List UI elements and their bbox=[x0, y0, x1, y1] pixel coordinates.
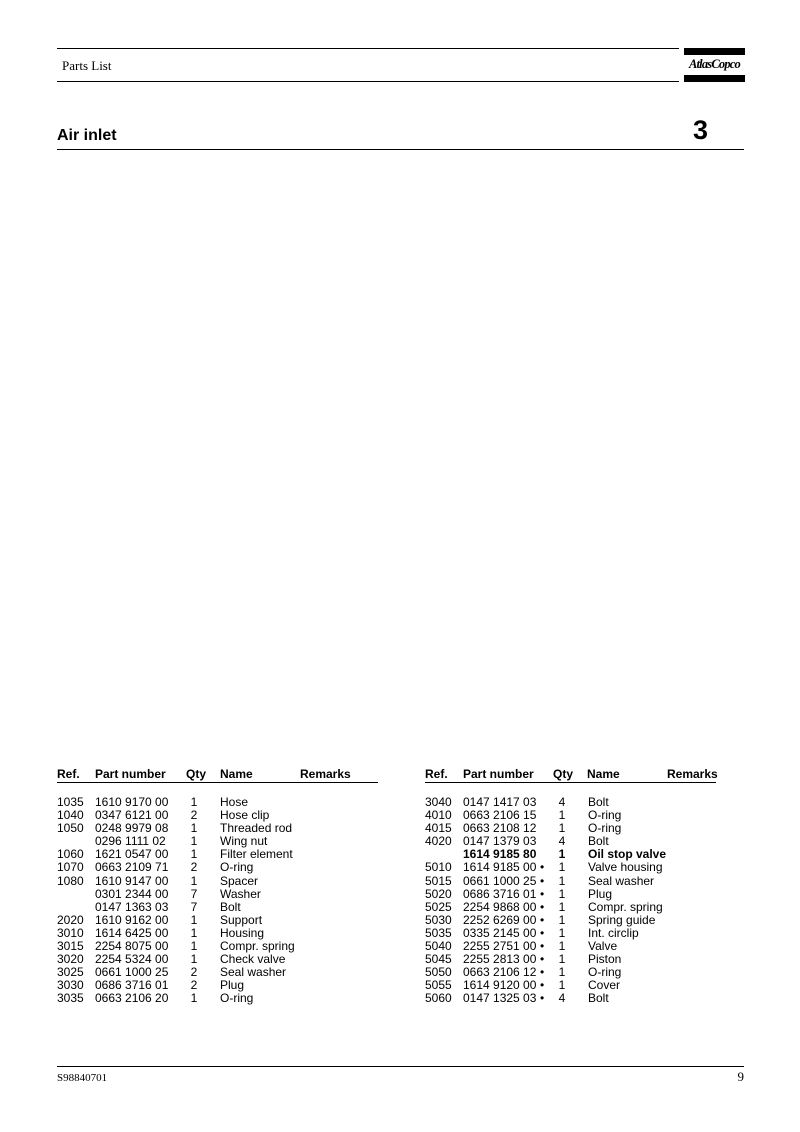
cell-ref: 3010 bbox=[57, 925, 84, 940]
cell-part-number: 0296 1111 02 bbox=[95, 834, 166, 849]
cell-marker: • bbox=[540, 939, 545, 954]
cell-ref: 3015 bbox=[57, 939, 84, 954]
cell-part-number: 1621 0547 00 bbox=[95, 847, 169, 862]
cell-part-number: 1614 9120 00 bbox=[463, 978, 537, 993]
cell-name: Bolt bbox=[588, 834, 609, 849]
cell-qty: 7 bbox=[190, 886, 198, 901]
footer-rule bbox=[57, 1066, 744, 1067]
header-top-rule bbox=[57, 48, 679, 49]
col-header-qty: Qty bbox=[186, 767, 207, 781]
cell-part-number: 0663 2108 12 bbox=[463, 821, 537, 836]
cell-ref: 5040 bbox=[425, 939, 452, 954]
col-header-part-number: Part number bbox=[463, 767, 534, 781]
cell-ref: 1060 bbox=[57, 847, 84, 862]
cell-marker: • bbox=[540, 925, 545, 940]
cell-ref: 5030 bbox=[425, 912, 452, 927]
cell-qty: 1 bbox=[190, 912, 198, 927]
table-header-rule bbox=[57, 782, 378, 783]
cell-name: Oil stop valve bbox=[588, 847, 667, 862]
table-header-rule bbox=[425, 782, 716, 783]
cell-marker: • bbox=[540, 886, 545, 901]
cell-name: Valve housing bbox=[588, 860, 663, 875]
cell-part-number: 0335 2145 00 bbox=[463, 925, 537, 940]
cell-qty: 1 bbox=[558, 821, 566, 836]
cell-ref: 5055 bbox=[425, 978, 452, 993]
cell-qty: 2 bbox=[190, 860, 198, 875]
cell-part-number: 1610 9170 00 bbox=[95, 795, 169, 809]
cell-name: Spacer bbox=[220, 873, 259, 888]
cell-name: Int. circlip bbox=[588, 925, 639, 940]
cell-name: Hose clip bbox=[220, 808, 270, 823]
cell-name: Seal washer bbox=[588, 873, 655, 888]
logo-bottom-bar bbox=[684, 75, 745, 82]
cell-part-number: 1610 9162 00 bbox=[95, 912, 169, 927]
cell-part-number: 2255 2751 00 bbox=[463, 939, 537, 954]
cell-qty: 1 bbox=[558, 978, 566, 993]
cell-ref: 5060 bbox=[425, 991, 452, 1006]
cell-name: O-ring bbox=[220, 991, 254, 1006]
col-header-qty: Qty bbox=[553, 767, 574, 781]
cell-part-number: 0147 1417 03 bbox=[463, 795, 537, 809]
cell-name: O-ring bbox=[588, 808, 622, 823]
cell-qty: 1 bbox=[558, 847, 566, 862]
cell-part-number: 0663 2106 15 bbox=[463, 808, 537, 823]
logo-text: AtlasCopco bbox=[688, 57, 741, 71]
cell-qty: 1 bbox=[190, 991, 198, 1006]
cell-name: Piston bbox=[588, 952, 622, 967]
cell-part-number: 0663 2106 12 bbox=[463, 965, 537, 980]
cell-part-number: 2254 9868 00 bbox=[463, 899, 537, 914]
header-title: Parts List bbox=[62, 58, 112, 73]
cell-part-number: 2252 6269 00 bbox=[463, 912, 537, 927]
cell-name: Bolt bbox=[220, 899, 241, 914]
col-header-part-number: Part number bbox=[95, 767, 166, 781]
cell-qty: 1 bbox=[190, 873, 198, 888]
cell-part-number: 2255 2813 00 bbox=[463, 952, 537, 967]
atlas-copco-logo bbox=[684, 48, 745, 82]
cell-marker: • bbox=[540, 991, 545, 1006]
cell-qty: 4 bbox=[558, 795, 566, 809]
cell-name: Bolt bbox=[588, 991, 609, 1006]
cell-part-number: 0248 9979 08 bbox=[95, 821, 169, 836]
header-bottom-rule bbox=[57, 81, 679, 82]
cell-name: Cover bbox=[588, 978, 621, 993]
col-header-remarks: Remarks bbox=[667, 767, 718, 781]
cell-ref: 5045 bbox=[425, 952, 452, 967]
cell-name: Bolt bbox=[588, 795, 609, 809]
col-header-name: Name bbox=[587, 767, 620, 781]
cell-ref: 5035 bbox=[425, 925, 452, 940]
cell-ref: 1070 bbox=[57, 860, 84, 875]
cell-qty: 2 bbox=[190, 808, 198, 823]
cell-ref: 4010 bbox=[425, 808, 452, 823]
cell-ref: 3025 bbox=[57, 965, 84, 980]
cell-marker: • bbox=[540, 912, 545, 927]
cell-qty: 1 bbox=[190, 952, 198, 967]
cell-name: O-ring bbox=[588, 965, 622, 980]
cell-ref: 1080 bbox=[57, 873, 84, 888]
cell-part-number: 0686 3716 01 bbox=[95, 978, 169, 993]
section-rule bbox=[57, 149, 744, 150]
cell-qty: 1 bbox=[558, 965, 566, 980]
cell-part-number: 0301 2344 00 bbox=[95, 886, 169, 901]
cell-ref: 1040 bbox=[57, 808, 84, 823]
section-number: 3 bbox=[693, 115, 709, 145]
cell-part-number: 0686 3716 01 bbox=[463, 886, 537, 901]
cell-part-number: 0147 1363 03 bbox=[95, 899, 169, 914]
cell-qty: 1 bbox=[558, 925, 566, 940]
cell-name: Support bbox=[220, 912, 263, 927]
cell-name: Valve bbox=[588, 939, 618, 954]
cell-qty: 1 bbox=[190, 847, 198, 862]
cell-ref: 5050 bbox=[425, 965, 452, 980]
cell-qty: 1 bbox=[558, 860, 566, 875]
cell-name: Seal washer bbox=[220, 965, 287, 980]
cell-name: Threaded rod bbox=[220, 821, 293, 836]
cell-ref: 1050 bbox=[57, 821, 84, 836]
cell-name: Housing bbox=[220, 925, 265, 940]
col-header-ref: Ref. bbox=[57, 767, 80, 781]
cell-marker: • bbox=[540, 965, 545, 980]
cell-ref: 4015 bbox=[425, 821, 452, 836]
cell-ref: 3040 bbox=[425, 795, 452, 809]
cell-qty: 1 bbox=[558, 952, 566, 967]
cell-part-number: 1614 9185 80 bbox=[463, 847, 537, 862]
cell-name: Hose bbox=[220, 795, 249, 809]
footer-page-number: 9 bbox=[737, 1069, 744, 1084]
cell-qty: 1 bbox=[190, 939, 198, 954]
cell-qty: 4 bbox=[558, 991, 566, 1006]
footer-doc-number: S98840701 bbox=[57, 1072, 108, 1084]
cell-name: Spring guide bbox=[588, 912, 656, 927]
cell-ref: 3020 bbox=[57, 952, 84, 967]
cell-name: Plug bbox=[588, 886, 613, 901]
cell-part-number: 1610 9147 00 bbox=[95, 873, 169, 888]
cell-qty: 7 bbox=[190, 899, 198, 914]
cell-ref: 5020 bbox=[425, 886, 452, 901]
cell-marker: • bbox=[540, 873, 545, 888]
cell-ref: 4020 bbox=[425, 834, 452, 849]
cell-qty: 1 bbox=[558, 873, 566, 888]
cell-ref: 1035 bbox=[57, 795, 84, 809]
cell-qty: 2 bbox=[190, 965, 198, 980]
cell-qty: 4 bbox=[558, 834, 566, 849]
cell-qty: 1 bbox=[190, 821, 198, 836]
cell-ref: 5015 bbox=[425, 873, 452, 888]
cell-name: Compr. spring bbox=[220, 939, 295, 954]
cell-name: Wing nut bbox=[220, 834, 268, 849]
cell-name: Washer bbox=[220, 886, 261, 901]
cell-marker: • bbox=[540, 899, 545, 914]
logo-top-bar bbox=[684, 48, 745, 55]
section-title: Air inlet bbox=[57, 127, 117, 144]
cell-part-number: 0347 6121 00 bbox=[95, 808, 169, 823]
cell-qty: 1 bbox=[558, 939, 566, 954]
cell-qty: 1 bbox=[190, 795, 198, 809]
cell-part-number: 1614 9185 00 bbox=[463, 860, 537, 875]
cell-marker: • bbox=[540, 860, 545, 875]
cell-name: Compr. spring bbox=[588, 899, 663, 914]
cell-name: Check valve bbox=[220, 952, 286, 967]
cell-name: Filter element bbox=[220, 847, 293, 862]
cell-part-number: 2254 8075 00 bbox=[95, 939, 169, 954]
cell-part-number: 0661 1000 25 bbox=[95, 965, 169, 980]
cell-qty: 1 bbox=[190, 834, 198, 849]
cell-part-number: 0663 2109 71 bbox=[95, 860, 169, 875]
cell-qty: 1 bbox=[190, 925, 198, 940]
col-header-ref: Ref. bbox=[425, 767, 448, 781]
cell-qty: 1 bbox=[558, 886, 566, 901]
col-header-remarks: Remarks bbox=[300, 767, 351, 781]
cell-ref: 5025 bbox=[425, 899, 452, 914]
cell-qty: 1 bbox=[558, 912, 566, 927]
cell-part-number: 2254 5324 00 bbox=[95, 952, 169, 967]
cell-part-number: 0661 1000 25 bbox=[463, 873, 537, 888]
cell-name: O-ring bbox=[220, 860, 254, 875]
cell-ref: 3030 bbox=[57, 978, 84, 993]
cell-name: O-ring bbox=[588, 821, 622, 836]
cell-qty: 1 bbox=[558, 808, 566, 823]
cell-qty: 1 bbox=[558, 899, 566, 914]
cell-part-number: 0663 2106 20 bbox=[95, 991, 169, 1006]
cell-ref: 2020 bbox=[57, 912, 84, 927]
cell-name: Plug bbox=[220, 978, 245, 993]
cell-ref: 3035 bbox=[57, 991, 84, 1006]
cell-marker: • bbox=[540, 978, 545, 993]
cell-ref: 5010 bbox=[425, 860, 452, 875]
cell-part-number: 0147 1379 03 bbox=[463, 834, 537, 849]
cell-part-number: 1614 6425 00 bbox=[95, 925, 169, 940]
cell-qty: 2 bbox=[190, 978, 198, 993]
col-header-name: Name bbox=[220, 767, 253, 781]
cell-marker: • bbox=[540, 952, 545, 967]
cell-part-number: 0147 1325 03 bbox=[463, 991, 537, 1006]
